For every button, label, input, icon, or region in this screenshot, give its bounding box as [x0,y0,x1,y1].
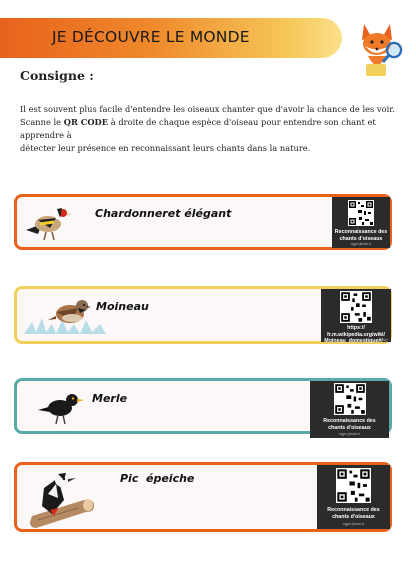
qr-panel [317,465,390,529]
instructions [20,103,405,155]
qr-panel [321,289,391,342]
qr-source: ngpo.jimdo.fr [350,242,372,246]
qr-caption: https:// fr.m.wikipedia.org/wiki/ Moineau_domestique#/~: [324,325,388,344]
qr-panel [310,381,389,438]
instruction-line: Il est souvent plus facile d'entendre les oiseaux chanter que d'avoir la chance de les voir. [20,104,395,114]
goldfinch-icon [22,200,74,244]
instruction-line: détecter leur présence en reconnaissant leurs chants dans la nature. [20,143,311,153]
qr-caption: Reconnaissance des chants d'oiseaux [327,507,380,520]
qr-caption: Reconnaissance des chants d'oiseaux [334,229,388,242]
instruction-line: Scanne le QR CODE à droite de chaque espèce d'oiseau pour entendre son chant et apprendre à [20,117,376,140]
fox-with-magnifier-icon [356,20,406,78]
qr-code-icon[interactable] [336,468,371,503]
qr-panel [332,197,390,248]
qr-caption: Reconnaissance des chants d'oiseaux [323,418,376,431]
qr-code-icon[interactable] [348,200,374,226]
qr-code-icon[interactable] [334,383,366,415]
bird-name: Chardonneret élégant [95,207,232,220]
bird-name: Pic épeiche [120,472,195,485]
bird-name: Moineau [96,300,149,313]
qr-source: ngpo.jimdo.fr [343,522,364,526]
bird-name: Merle [92,392,128,405]
page-title: JE DÉCOUVRE LE MONDE [52,28,250,46]
blackbird-icon [36,388,86,428]
woodpecker-icon [28,470,96,530]
consigne-heading: Consigne : [20,68,94,83]
qr-code-icon[interactable] [340,291,372,323]
qr-source: ngpo.jimdo.fr [339,432,360,436]
